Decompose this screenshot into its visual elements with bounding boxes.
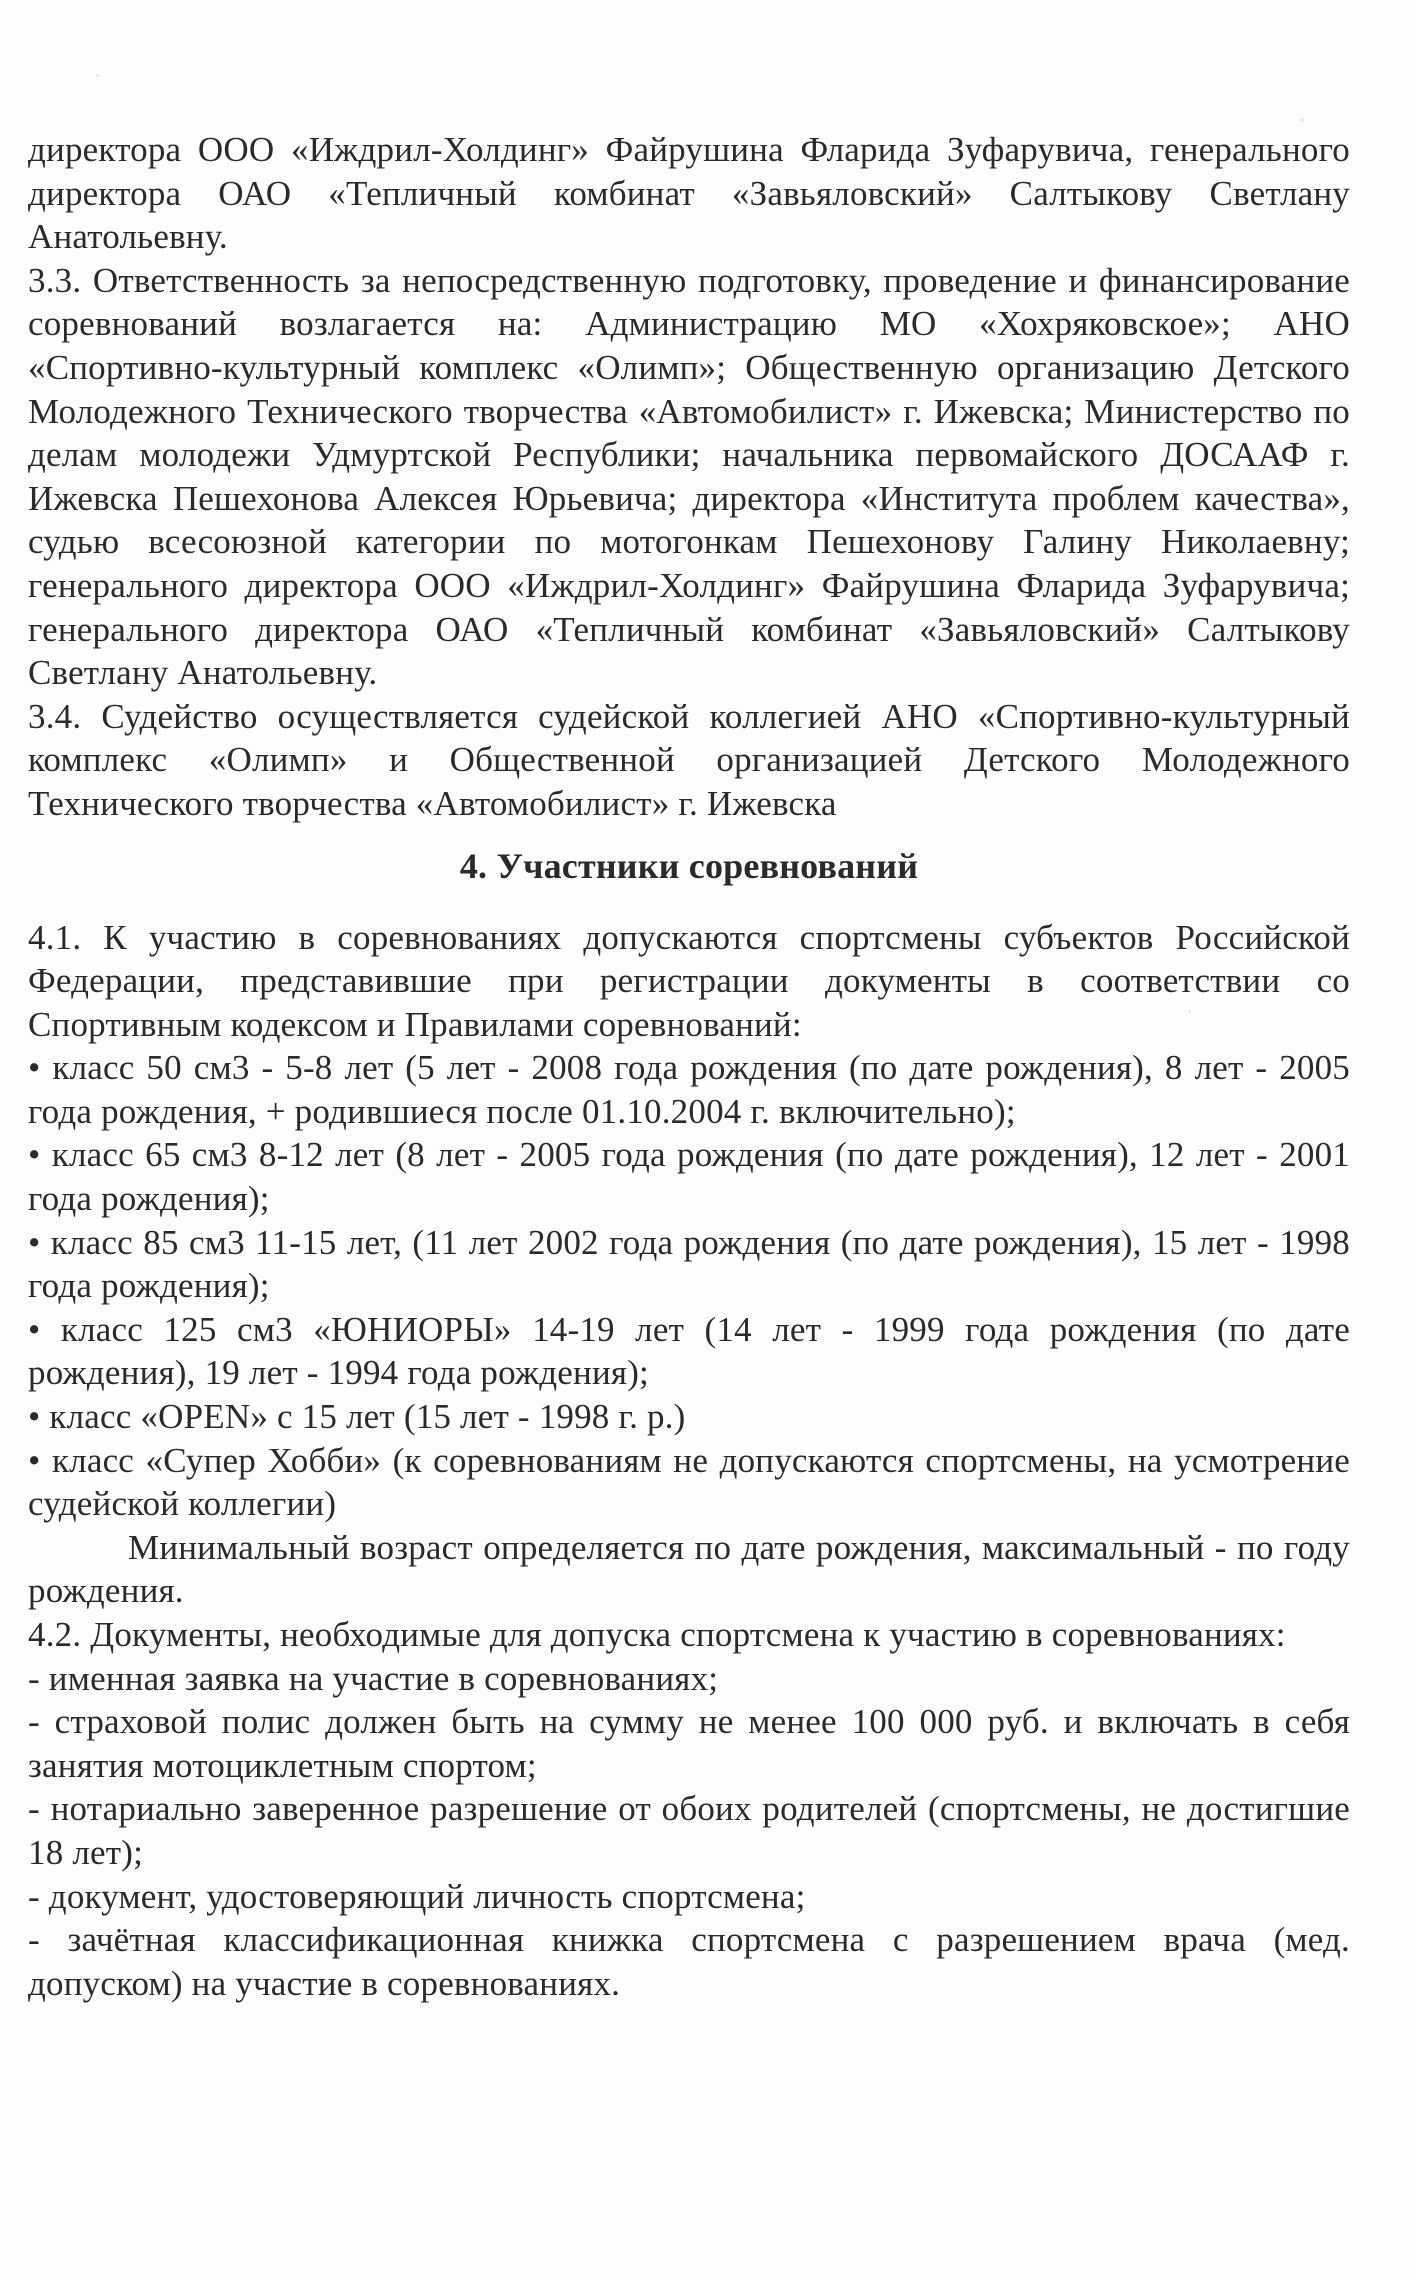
list-item-insurance: - страховой полис должен быть на сумму не менее 100 000 руб. и включать в себя занятия мотоциклетным спортом; bbox=[28, 1702, 1350, 1785]
list-item-class-65: • класс 65 см3 8-12 лет (8 лет - 2005 года рождения (по дате рождения), 12 лет - 2001 года рождения); bbox=[28, 1135, 1350, 1219]
section-heading: 4. Участники соревнований bbox=[459, 845, 919, 886]
scan-speck bbox=[96, 74, 99, 77]
paragraph-3-4: 3.4. Судейство осуществляется судейской коллегией АНО «Спортивно-культурный комплекс «Олимп» и Общественной организацией Детского Молодежного Технического творчества «Автомобилист» г. Ижевска bbox=[28, 696, 1350, 823]
list-item-class-50: • класс 50 см3 - 5-8 лет (5 лет - 2008 года рождения (по дате рождения), 8 лет - 2005 года рождения, + родившиеся после 01.10.2004 г. включительно); bbox=[28, 1048, 1350, 1131]
list-item-application: - именная заявка на участие в соревнованиях; bbox=[28, 1658, 719, 1698]
paragraph-4-1: 4.1. К участию в соревнованиях допускаются спортсмены субъектов Российской Федерации, представившие при регистрации документы в соответствии со Спортивным кодексом и Правилами соревнований: bbox=[28, 917, 1350, 1044]
list-item-parental-consent: - нотариально заверенное разрешение от обоих родителей (спортсмены, не достигшие 18 лет); bbox=[28, 1789, 1350, 1872]
list-item-identity-document: - документ, удостоверяющий личность спортсмена; bbox=[28, 1876, 806, 1916]
paragraph-continuation: директора ООО «Иждрил-Холдинг» Файрушина Фларида Зуфарувича, генерального директора ОАО «Тепличный комбинат «Завьяловский» Салтыкову Светлану Анатольевну. bbox=[28, 130, 1350, 257]
paragraph-4-2: 4.2. Документы, необходимые для допуска спортсмена к участию в соревнованиях: bbox=[28, 1615, 1286, 1654]
list-item-class-85: • класс 85 см3 11-15 лет, (11 лет 2002 года рождения (по дате рождения), 15 лет - 1998 года рождения); bbox=[28, 1222, 1350, 1306]
paragraph-age-rule: Минимальный возраст определяется по дате рождения, максимальный - по году рождения. bbox=[28, 1527, 1350, 1611]
paragraph-3-3: 3.3. Ответственность за непосредственную подготовку, проведение и финансирование соревнований возлагается на: Администрацию МО «Хохряковское»; АНО «Спортивно-культурный комплекс «Олимп»; Общественную организацию Детского Молодежного Технического творчества «Автомобилист» г. Ижевска; Министерство по делам молодежи Удмуртской Республики; начальника первомайского ДОСААФ г. Ижевска Пешехонова Алексея Юрьевича; директора «Института проблем качества», судью всесоюзной категории по мотогонкам Пешехонову Галину Николаевну; генерального директора ООО «Иждрил-Холдинг» Файрушина Фларида Зуфарувича; генерального директора ОАО «Тепличный комбинат «Завьяловский» Салтыкову Светлану Анатольевну. bbox=[28, 260, 1350, 693]
document-body bbox=[28, 128, 1350, 2005]
list-item-class-open: • класс «OPEN» с 15 лет (15 лет - 1998 г. р.) bbox=[28, 1397, 686, 1437]
scan-speck bbox=[1300, 118, 1304, 122]
list-item-class-125: • класс 125 см3 «ЮНИОРЫ» 14-19 лет (14 лет - 1999 года рождения (по дате рождения), 19 лет - 1994 года рождения); bbox=[28, 1309, 1350, 1393]
list-item-classification-book: - зачётная классификационная книжка спортсмена с разрешением врача (мед. допуском) на участие в соревнованиях. bbox=[28, 1920, 1350, 2003]
list-item-class-super-hobby: • класс «Супер Хобби» (к соревнованиям не допускаются спортсмены, на усмотрение судейской коллегии) bbox=[28, 1440, 1350, 1524]
